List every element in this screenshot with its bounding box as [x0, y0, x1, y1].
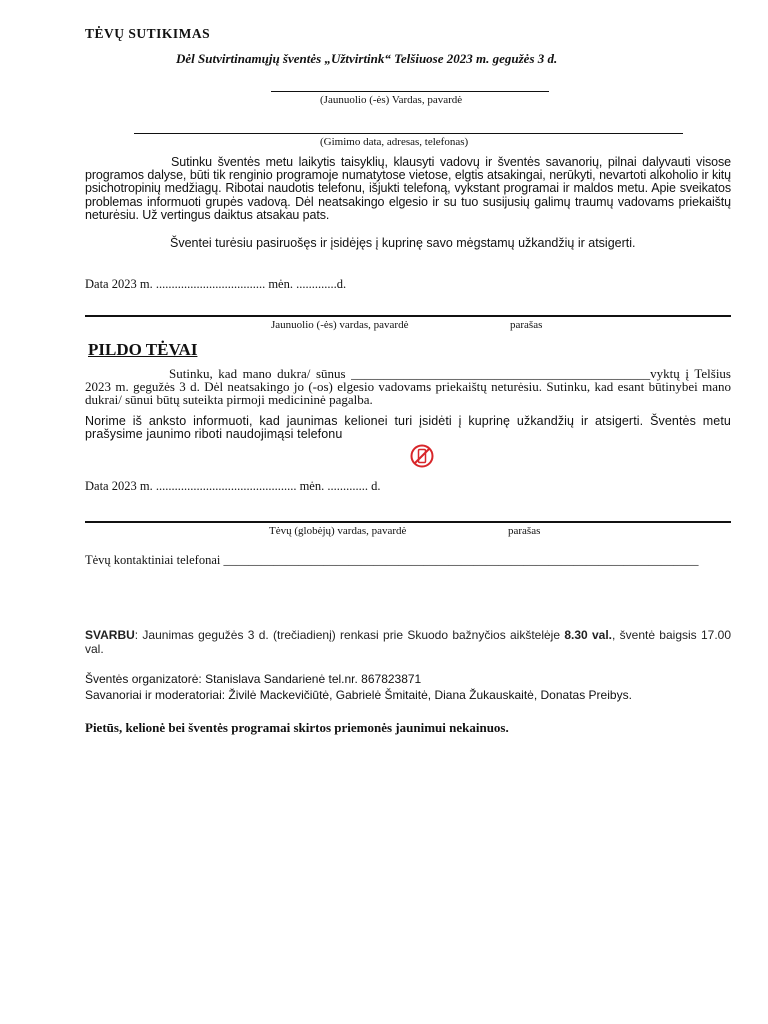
youth-signature-line[interactable]	[85, 315, 731, 317]
important-time: 8.30 val.	[564, 628, 613, 642]
doc-title: TĖVŲ SUTIKIMAS	[85, 26, 211, 41]
parents-consent-paragraph: Sutinku, kad mano dukra/ sūnus ______________________________________________vyktų į Telšius 2023 m. gegužės 3 d. Dėl neatsakingo jo (-os) elgesio vadovams priekaištų neturėsiu. Sutinku, kad esant būtinybei mano dukrai/ sūnui būtų suteikta pirmoji medicininė pagalba.	[85, 366, 731, 408]
important-paragraph	[85, 628, 731, 656]
parents-date-line[interactable]: Data 2023 m. ............................................. mėn. ............. d.	[85, 479, 381, 493]
parents-signature-name-caption: Tėvų (globėjų) vardas, pavardė	[269, 525, 407, 537]
parents-signature-line[interactable]	[85, 521, 731, 523]
parents-signature-caption: parašas	[508, 525, 541, 537]
youth-birth-line[interactable]	[134, 133, 683, 134]
youth-date-line[interactable]: Data 2023 m. ................................... mėn. .............d.	[85, 277, 347, 291]
parents-heading: PILDO TĖVAI	[88, 340, 198, 359]
organizer-line: Šventės organizatorė: Stanislava Sandarienė tel.nr. 867823871	[85, 672, 422, 686]
youth-name-line[interactable]	[271, 91, 549, 92]
youth-signature-name-caption: Jaunuolio (-ės) vardas, pavardė	[271, 319, 409, 331]
volunteers-line: Savanoriai ir moderatoriai: Živilė Mackevičiūtė, Gabrielė Šmitaitė, Diana Žukauskaitė, Donatas Preibys.	[85, 688, 632, 702]
youth-birth-caption: (Gimimo data, adresas, telefonas)	[320, 136, 469, 148]
doc-subtitle: Dėl Sutvirtinamųjų šventės „Užtvirtink“ Telšiuose 2023 m. gegužės 3 d.	[176, 51, 558, 66]
no-phone-icon	[410, 444, 434, 468]
important-text-b: , šventė baigsis 17.00 val.	[85, 628, 731, 656]
youth-name-caption: (Jaunuolio (-ės) Vardas, pavardė	[320, 94, 463, 106]
snack-line: Šventei turėsiu pasiruošęs ir įsidėjęs į kuprinę savo mėgstamų užkandžių ir atsigerti.	[170, 236, 636, 250]
parents-phone-paragraph: Norime iš anksto informuoti, kad jaunimas kelionei turi įsidėti į kuprinę užkandžių ir atsigerti. Šventės metu prašysime jaunimo riboti naudojimąsi telefonu	[85, 414, 731, 442]
important-text-a: : Jaunimas gegužės 3 d. (trečiadienį) renkasi prie Skuodo bažnyčios aikštelėje	[134, 628, 565, 642]
youth-consent-paragraph: Sutinku šventės metu laikytis taisyklių, klausyti vadovų ir šventės savanorių, pilnai dalyvauti visose programos dalyse, būti tik renginio programoje numatytose vietose, elgtis atsakingai, nerūkyti, nevartoti alkoholio ir kitų psichotropinių medžiagų. Ribotai naudotis telefonu, išjukti telefoną, vykstant programai ir maldos metu. Apie sveikatos problemas informuoti grupės vadovą. Dėl neatsakingo elgesio ir su tuo susijusių galimų traumų vadovams priekaištų neturėsiu. Už vertingus daiktus atsakau pats.	[85, 155, 731, 222]
parents-phones-line[interactable]: Tėvų kontaktiniai telefonai ____________________________________________________________________________	[85, 553, 699, 567]
footer-note: Pietūs, kelionė bei šventės programai skirtos priemonės jaunimui nekainuos.	[85, 720, 509, 735]
important-label: SVARBU	[85, 628, 135, 642]
youth-signature-caption: parašas	[510, 319, 543, 331]
